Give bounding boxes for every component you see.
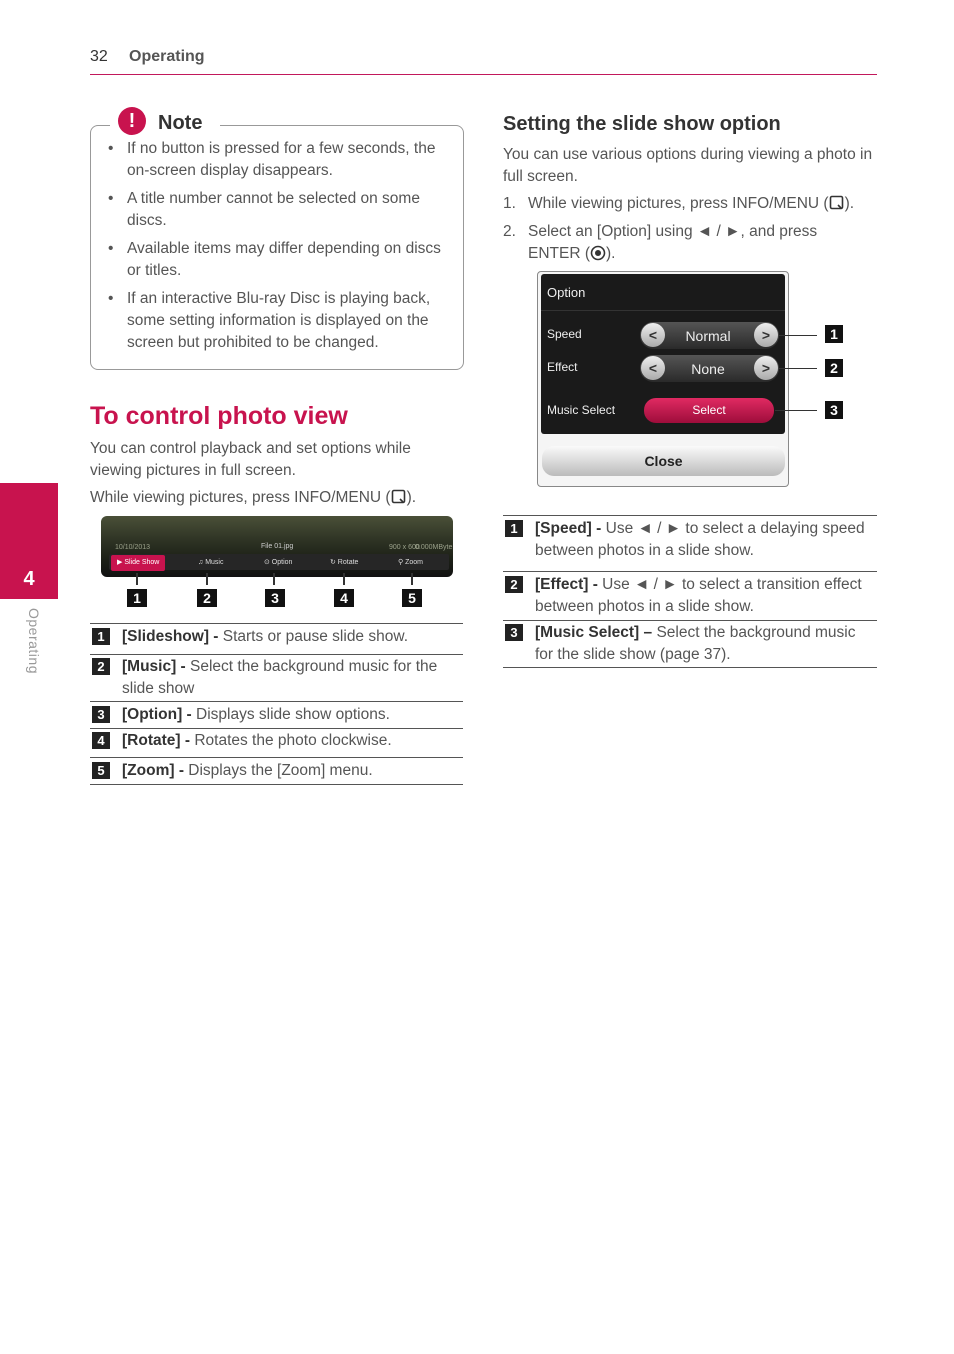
photo-size: 0.000MByte: [415, 544, 453, 551]
section-title: Operating: [129, 48, 205, 65]
effect-label: Effect: [547, 360, 578, 374]
step-text: While viewing pictures, press INFO/MENU ( ).: [528, 195, 855, 212]
row-number: 5: [92, 762, 110, 779]
photo-filename: File 01.jpg: [261, 543, 294, 550]
table-row: [Music Select] – Select the background music for the slide show (page 37).: [535, 624, 856, 663]
subsection-intro: You can use various options during viewing a photo in full screen.: [503, 146, 873, 185]
chapter-number: 4: [23, 568, 35, 590]
row-number: 1: [92, 628, 110, 645]
photo-date: 10/10/2013: [115, 544, 151, 551]
rotate-button[interactable]: ↻ Rotate: [330, 559, 359, 566]
row-number: 2: [505, 576, 523, 593]
table-row: [Slideshow] - Starts or pause slide show.: [122, 628, 408, 645]
step-number: 2.: [503, 223, 516, 240]
table-row: [Music] - Select the background music for the slide show: [122, 658, 438, 697]
subsection-heading: Setting the slide show option: [503, 113, 781, 135]
callout-marker: 3: [825, 401, 843, 419]
row-number: 3: [505, 624, 523, 641]
table-row: [Option] - Displays slide show options.: [122, 706, 390, 723]
callout-marker: 2: [197, 589, 217, 607]
close-button[interactable]: Close: [542, 446, 785, 476]
effect-value: None: [691, 361, 725, 377]
zoom-button[interactable]: ⚲ Zoom: [398, 559, 423, 566]
callout-marker: 1: [127, 589, 147, 607]
callout-marker: 4: [334, 589, 354, 607]
table-row: [Zoom] - Displays the [Zoom] menu.: [122, 762, 373, 779]
row-number: 4: [92, 732, 110, 749]
note-item: • Available items may differ depending on discs or titles.: [108, 240, 441, 279]
step-number: 1.: [503, 195, 516, 212]
note-item: • If an interactive Blu-ray Disc is playing back, some setting information is displayed on the screen but prohibited to be changed.: [108, 290, 431, 351]
music-select-label: Music Select: [547, 403, 616, 417]
section-intro: You can control playback and set options while viewing pictures in full screen.: [90, 440, 411, 479]
header-divider: [90, 74, 877, 75]
chevron-left-icon[interactable]: <: [641, 356, 665, 380]
callout-marker: 2: [825, 359, 843, 377]
step-text: Select an [Option] using ◄ / ►, and press ENTER ( ).: [528, 223, 818, 262]
callout-marker: 5: [402, 589, 422, 607]
instruction-text: While viewing pictures, press INFO/MENU ( ).: [90, 489, 417, 506]
note-item: • A title number cannot be selected on some discs.: [108, 190, 420, 229]
chevron-right-icon[interactable]: >: [754, 356, 778, 380]
table-row: [Rotate] - Rotates the photo clockwise.: [122, 732, 392, 749]
slideshow-button[interactable]: ▶ Slide Show: [111, 555, 165, 571]
table-row: [Speed] - Use ◄ / ► to select a delaying speed between photos in a slide show.: [535, 520, 865, 559]
chevron-left-icon[interactable]: <: [641, 323, 665, 347]
option-button[interactable]: ⊙ Option: [264, 559, 293, 566]
info-menu-icon: [391, 489, 407, 505]
section-heading: To control photo view: [90, 402, 348, 430]
dialog-title: Option: [547, 285, 586, 300]
photo-resolution: 900 x 600: [389, 544, 420, 551]
chapter-label: Operating: [26, 608, 42, 674]
callout-marker: 3: [265, 589, 285, 607]
row-number: 2: [92, 658, 110, 675]
info-menu-icon: [829, 195, 845, 211]
enter-icon: [590, 245, 606, 261]
callout-marker: 1: [825, 325, 843, 343]
note-title: Note: [158, 112, 203, 134]
chevron-right-icon[interactable]: >: [754, 323, 778, 347]
music-button[interactable]: ♫ Music: [198, 559, 224, 566]
page-number: 32: [90, 48, 108, 65]
row-number: 3: [92, 706, 110, 723]
row-number: 1: [505, 520, 523, 537]
note-list: [106, 138, 451, 360]
table-row: [Effect] - Use ◄ / ► to select a transition effect between photos in a slide show.: [535, 576, 862, 615]
exclamation-icon: !: [118, 107, 146, 135]
photo-view-screenshot: [101, 516, 453, 577]
speed-label: Speed: [547, 327, 582, 341]
note-item: • If no button is pressed for a few seconds, the on-screen display disappears.: [108, 140, 436, 179]
speed-value: Normal: [685, 328, 731, 344]
music-select-button[interactable]: Select: [644, 398, 774, 423]
